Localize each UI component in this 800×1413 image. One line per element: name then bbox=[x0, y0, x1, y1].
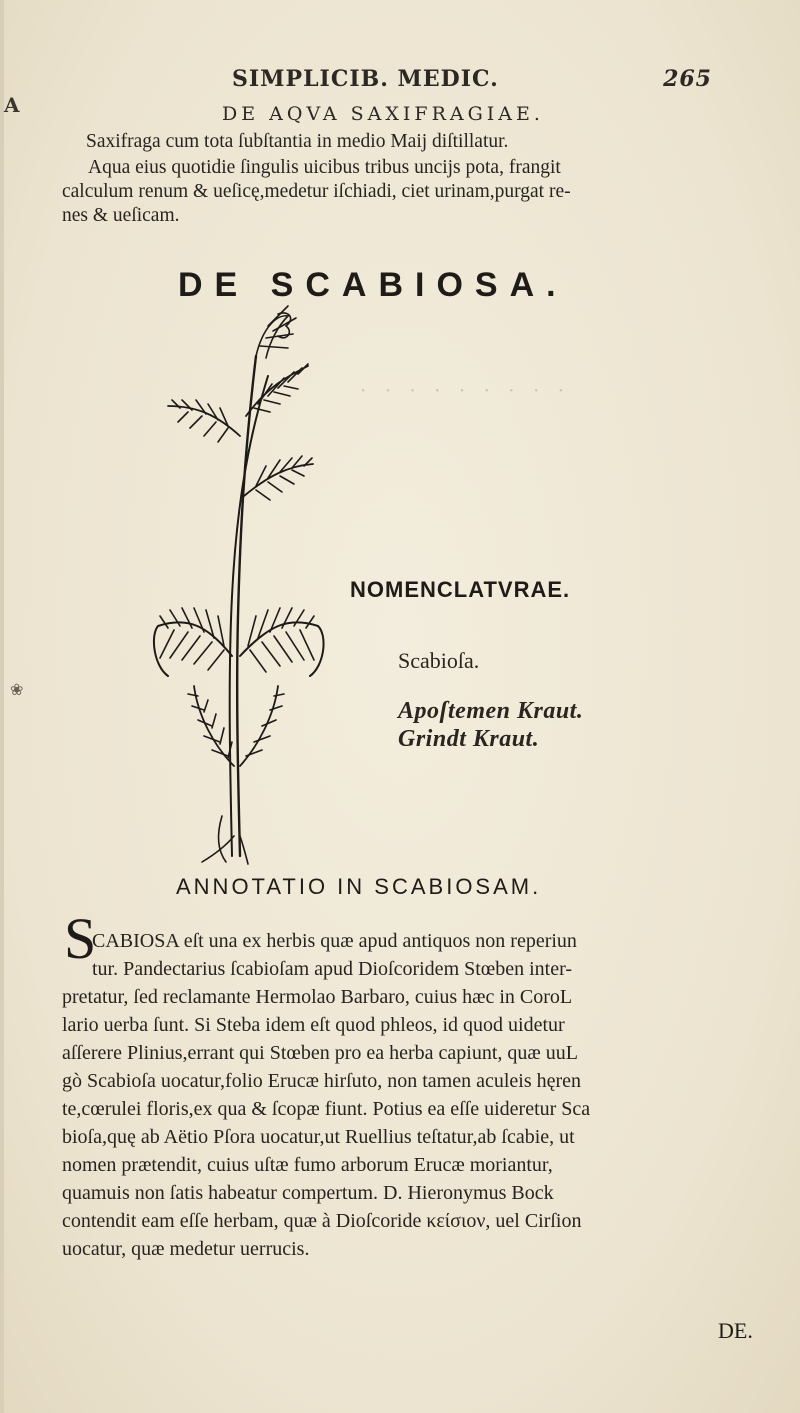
aqua-line-3: calculum renum & ueſicę,medetur iſchiadi, ciet urinam,purgat re- bbox=[62, 181, 571, 202]
german-name-1: Apoſtemen Kraut. bbox=[398, 698, 584, 724]
catchword: DE. bbox=[718, 1318, 753, 1343]
page-number: 265 bbox=[663, 66, 712, 92]
nomenclature-heading: NOMENCLATVRAE. bbox=[350, 577, 571, 602]
annotation-line: pretatur, ſed reclamante Hermolao Barbaro, cuius hæc in CoroL bbox=[62, 986, 573, 1008]
drop-cap-initial: S bbox=[64, 906, 97, 971]
annotation-line: te,cœrulei floris,ex qua & ſcopæ fiunt. Potius ea eſſe uideretur Sca bbox=[62, 1098, 591, 1120]
bleed-through-text: · · · · · · · · · bbox=[360, 378, 571, 402]
running-head bbox=[232, 66, 712, 92]
aqua-line-1: Saxifraga cum tota ſubſtantia in medio Maij diſtillatur. bbox=[86, 131, 509, 152]
annotation-line: quamuis non ſatis habeatur compertum. D. Hieronymus Bock bbox=[62, 1182, 554, 1204]
annotation-line: bioſa,quę ab Aëtio Pſora uocatur,ut Ruellius teſtatur,ab ſcabie, ut bbox=[62, 1126, 575, 1148]
running-title: SIMPLICIB. MEDIC. bbox=[232, 66, 499, 92]
margin-letter: A bbox=[4, 93, 20, 117]
section-title: DE SCABIOSA. bbox=[178, 266, 568, 304]
annotation-line: gò Scabioſa uocatur,folio Erucæ hirſuto, non tamen aculeis hęren bbox=[62, 1070, 582, 1092]
margin-ornament: ❀ bbox=[10, 680, 24, 699]
annotation-line: contendit eam eſſe herbam, quæ à Dioſcoride κείσιον, uel Cirſion bbox=[62, 1210, 582, 1232]
subheading: DE AQVA SAXIFRAGIAE. bbox=[222, 103, 544, 125]
annotation-line: lario uerba ſunt. Si Steba idem eſt quod phleos, id quod uidetur bbox=[62, 1014, 565, 1036]
annotation-line-first: CABIOSA eſt una ex herbis quæ apud antiquos non reperiun bbox=[92, 930, 577, 952]
annotation-heading: ANNOTATIO IN SCABIOSAM. bbox=[176, 874, 542, 899]
latin-name: Scabioſa. bbox=[398, 648, 480, 673]
annotation-line: aſſerere Plinius,errant qui Stœben pro ea herba capiunt, quæ uuL bbox=[62, 1042, 578, 1064]
page-edge bbox=[0, 0, 4, 1413]
scabiosa-woodcut-illustration bbox=[128, 296, 358, 866]
aqua-line-4: nes & ueſicam. bbox=[62, 205, 180, 226]
annotation-line: uocatur, quæ medetur uerrucis. bbox=[62, 1238, 310, 1260]
german-name-2: Grindt Kraut. bbox=[398, 726, 540, 752]
annotation-line: tur. Pandectarius ſcabioſam apud Dioſcoridem Stœben inter- bbox=[92, 958, 573, 980]
annotation-line: nomen prætendit, cuius uſtæ fumo arborum Erucæ moriantur, bbox=[62, 1154, 553, 1176]
aqua-line-2: Aqua eius quotidie ſingulis uicibus tribus uncijs pota, frangit bbox=[88, 157, 561, 178]
